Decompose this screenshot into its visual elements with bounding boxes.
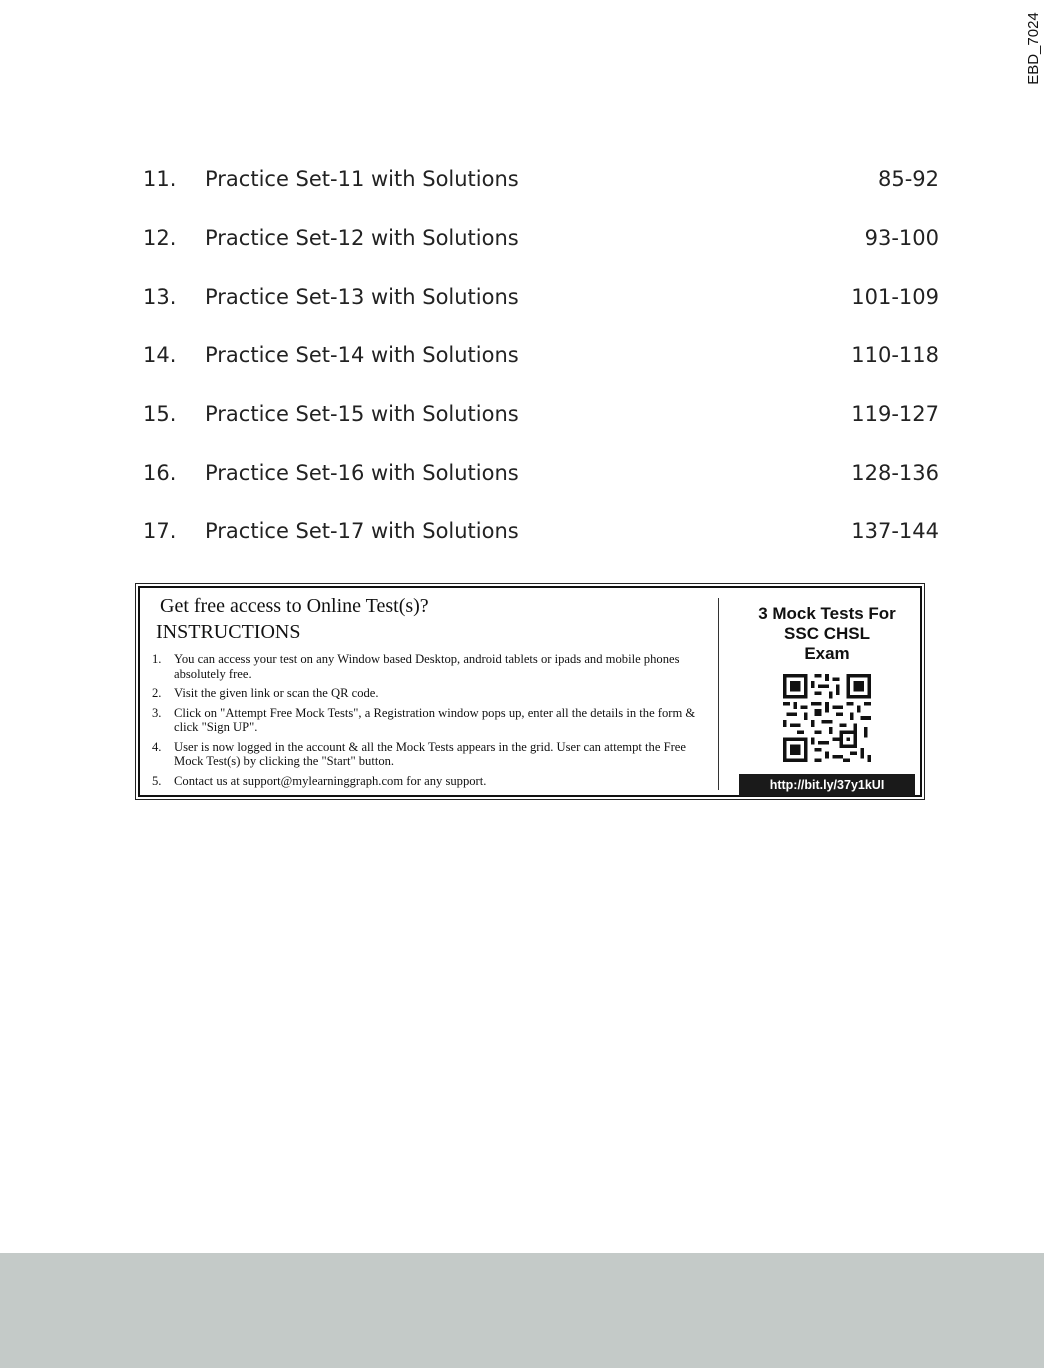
toc-pages: 101-109 bbox=[851, 284, 939, 309]
toc-row bbox=[143, 385, 939, 444]
instructions-panel bbox=[152, 594, 712, 793]
mock-title-line-2: SSC CHSL bbox=[784, 624, 870, 643]
toc-title: Practice Set-11 with Solutions bbox=[205, 167, 519, 192]
instruction-item bbox=[152, 686, 712, 701]
instruction-item bbox=[152, 706, 712, 735]
toc-pages: 128-136 bbox=[851, 460, 939, 485]
toc-title: Practice Set-13 with Solutions bbox=[205, 284, 519, 309]
toc-row bbox=[143, 267, 939, 326]
instruction-number: 3. bbox=[152, 705, 162, 720]
online-test-promo-box bbox=[135, 583, 925, 800]
toc-row bbox=[143, 443, 939, 502]
toc-pages: 110-118 bbox=[851, 343, 939, 368]
toc-title: Practice Set-12 with Solutions bbox=[205, 226, 519, 251]
qr-code-icon[interactable] bbox=[783, 674, 871, 762]
instruction-text: User is now logged in the account & all the Mock Tests appears in the grid. User can attempt the Free Mock Test(s) by clicking the "Start" button. bbox=[174, 739, 686, 768]
toc-number: 15. bbox=[143, 402, 177, 427]
toc-pages: 85-92 bbox=[877, 167, 939, 192]
instruction-number: 4. bbox=[152, 739, 162, 754]
toc-pages: 119-127 bbox=[851, 402, 939, 427]
footer-band bbox=[0, 1253, 1044, 1368]
instruction-text: Contact us at support@mylearninggraph.com for any support. bbox=[174, 773, 487, 788]
instruction-text: You can access your test on any Window based Desktop, android tablets or ipads and mobile phones absolutely free. bbox=[174, 652, 680, 681]
document-code-text: EBD_7024 bbox=[1024, 11, 1042, 85]
instruction-number: 5. bbox=[152, 773, 162, 788]
toc-pages: 137-144 bbox=[851, 519, 939, 544]
instruction-number: 2. bbox=[152, 686, 162, 700]
toc-title: Practice Set-16 with Solutions bbox=[205, 460, 519, 485]
toc-number: 14. bbox=[143, 343, 177, 368]
instructions-heading: INSTRUCTIONS bbox=[156, 621, 301, 643]
toc-number: 11. bbox=[143, 167, 177, 192]
toc-number: 16. bbox=[143, 460, 177, 485]
toc-title: Practice Set-15 with Solutions bbox=[205, 402, 519, 427]
toc-number: 12. bbox=[143, 226, 177, 251]
instructions-list bbox=[152, 652, 712, 788]
toc-number: 13. bbox=[143, 284, 177, 309]
instruction-item bbox=[152, 652, 712, 681]
toc-row bbox=[143, 502, 939, 561]
mock-test-panel bbox=[734, 604, 920, 796]
panel-divider bbox=[718, 598, 719, 790]
mock-test-link[interactable]: http://bit.ly/37y1kUI bbox=[739, 774, 915, 796]
promo-heading: Get free access to Online Test(s)? bbox=[160, 595, 429, 617]
document-code bbox=[1022, 0, 1044, 96]
instruction-text: Click on "Attempt Free Mock Tests", a Registration window pops up, enter all the details in the form & click "Sign UP". bbox=[174, 705, 696, 734]
toc-title: Practice Set-17 with Solutions bbox=[205, 519, 519, 544]
instruction-number: 1. bbox=[152, 652, 162, 666]
table-of-contents bbox=[143, 150, 939, 561]
instruction-item bbox=[152, 774, 712, 789]
toc-number: 17. bbox=[143, 519, 177, 544]
toc-title: Practice Set-14 with Solutions bbox=[205, 343, 519, 368]
mock-title-line-3: Exam bbox=[804, 644, 850, 663]
toc-row bbox=[143, 209, 939, 268]
mock-title-line-1: 3 Mock Tests For bbox=[758, 604, 896, 623]
instruction-text: Visit the given link or scan the QR code. bbox=[174, 686, 379, 700]
toc-pages: 93-100 bbox=[864, 226, 939, 251]
toc-row bbox=[143, 150, 939, 209]
promo-inner-frame bbox=[138, 586, 922, 797]
instruction-item bbox=[152, 740, 712, 769]
toc-row bbox=[143, 326, 939, 385]
